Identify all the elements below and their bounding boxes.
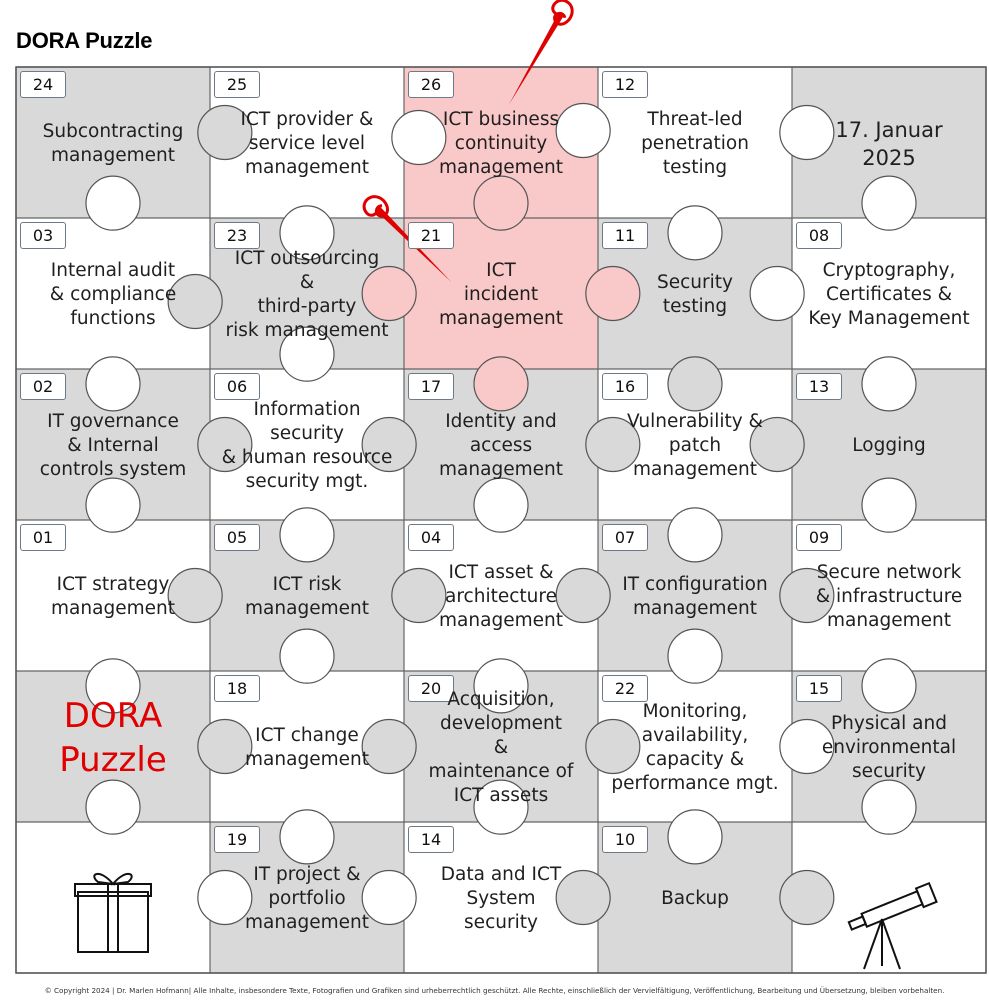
tile-label: Identity and access management [439, 410, 563, 480]
tile-label: Secure network & infrastructure management [815, 561, 963, 631]
tile-number-badge: 02 [20, 373, 66, 400]
tile-number-badge: 22 [602, 675, 648, 702]
puzzle-knob [862, 780, 916, 834]
tile-number-badge: 25 [214, 71, 260, 98]
puzzle-knob [556, 871, 610, 925]
tile-label: Vulnerability & patch management [627, 410, 763, 480]
puzzle-knob [668, 206, 722, 260]
puzzle-knob [668, 810, 722, 864]
tile-label: ICT asset & architecture management [439, 561, 563, 631]
tile-label: ICT change management [245, 724, 369, 770]
tile-number-badge: 18 [214, 675, 260, 702]
tile-number-badge: 09 [796, 524, 842, 551]
tile-label: Data and ICT System security [440, 863, 562, 933]
puzzle-knob [862, 176, 916, 230]
puzzle-knob [780, 106, 834, 160]
puzzle-knob [474, 478, 528, 532]
puzzle-knob [474, 659, 528, 713]
puzzle-knob [862, 478, 916, 532]
tile-label: IT governance & Internal controls system [39, 410, 187, 480]
tile-label: Acquisition, development & maintenance of ICT assets [428, 688, 574, 806]
tile-number-badge: 01 [20, 524, 66, 551]
puzzle-knob [586, 720, 640, 774]
tile-number-badge: 03 [20, 222, 66, 249]
puzzle-knob [86, 780, 140, 834]
puzzle-knob [474, 357, 528, 411]
puzzle-knob [86, 659, 140, 713]
tile-number-badge: 17 [408, 373, 454, 400]
puzzle-knob [862, 659, 916, 713]
tile-label: Internal audit & compliance functions [49, 259, 177, 329]
puzzle-knob [280, 629, 334, 683]
tile-label: ICT business continuity management [439, 108, 563, 178]
puzzle-knob [750, 418, 804, 472]
puzzle-knob [362, 267, 416, 321]
tile-number-badge: 26 [408, 71, 454, 98]
tile-number-badge: 16 [602, 373, 648, 400]
tile-number-badge: 23 [214, 222, 260, 249]
puzzle-knob [198, 106, 252, 160]
puzzle-knob [362, 720, 416, 774]
tile-label: Threat-led penetration testing [641, 108, 749, 178]
tile-label: DORA Puzzle [59, 695, 167, 780]
puzzle-knob [556, 104, 610, 158]
tile-number-badge: 15 [796, 675, 842, 702]
puzzle-knob [362, 418, 416, 472]
tile-label: IT configuration management [622, 573, 768, 619]
tile-label: IT project & portfolio management [245, 863, 369, 933]
puzzle-knob [280, 206, 334, 260]
tile-label: Security testing [657, 271, 733, 317]
puzzle-knob [86, 176, 140, 230]
puzzle-knob [198, 418, 252, 472]
puzzle-knob [392, 111, 446, 165]
tile-number-badge: 06 [214, 373, 260, 400]
puzzle-knob [668, 357, 722, 411]
tile-label: ICT strategy management [51, 573, 175, 619]
puzzle-knob [198, 871, 252, 925]
tile-number-badge: 24 [20, 71, 66, 98]
puzzle-knob [168, 275, 222, 329]
tile-label: ICT outsourcing & third-party risk management [225, 247, 389, 341]
puzzle-knob [392, 569, 446, 623]
puzzle-knob [280, 508, 334, 562]
page-title: DORA Puzzle [16, 28, 153, 53]
puzzle-knob [862, 357, 916, 411]
tile-number-badge: 21 [408, 222, 454, 249]
tile-label: 17. Januar 2025 [835, 117, 943, 170]
puzzle-knob [86, 478, 140, 532]
tile-number-badge: 07 [602, 524, 648, 551]
tile-number-badge: 11 [602, 222, 648, 249]
puzzle-knob [86, 357, 140, 411]
tile-label: Cryptography, Certificates & Key Management [808, 259, 970, 329]
tile-label: Information security & human resource security mgt. [221, 398, 393, 492]
tile-label: Physical and environmental security [821, 712, 957, 782]
tile-number-badge: 14 [408, 826, 454, 853]
puzzle-knob [280, 810, 334, 864]
tile-label: Monitoring, availability, capacity & performance mgt. [611, 700, 779, 794]
puzzle-knob [668, 508, 722, 562]
puzzle-knob [474, 176, 528, 230]
tile-label: Logging [852, 434, 926, 456]
tile-number-badge: 20 [408, 675, 454, 702]
puzzle-knob [780, 569, 834, 623]
puzzle-knob [362, 871, 416, 925]
copyright-footer: © Copyright 2024 | Dr. Marlen Hofmann| Alle Inhalte, insbesondere Texte, Fotografien und Grafiken sind urheberrechtlich geschützt. Alle Rechte, einschließlich der Vervielfältigung, Veröffentlichung, Bearbeitung und Übersetzung, bleiben vorbehalten. [44, 986, 945, 995]
puzzle-knob [168, 569, 222, 623]
puzzle-knob [474, 780, 528, 834]
puzzle-knob [780, 720, 834, 774]
puzzle-knob [198, 720, 252, 774]
puzzle-tile-bg [16, 822, 210, 973]
tile-label: ICT risk management [245, 573, 369, 619]
tile-number-badge: 08 [796, 222, 842, 249]
tile-number-badge: 12 [602, 71, 648, 98]
puzzle-knob [668, 629, 722, 683]
puzzle-knob [780, 871, 834, 925]
puzzle-knob [586, 267, 640, 321]
tile-number-badge: 19 [214, 826, 260, 853]
tile-number-badge: 10 [602, 826, 648, 853]
puzzle-knob [556, 569, 610, 623]
puzzle-knob [750, 267, 804, 321]
puzzle-knob [280, 327, 334, 381]
tile-label: ICT incident management [439, 259, 563, 329]
tile-number-badge: 13 [796, 373, 842, 400]
tile-number-badge: 04 [408, 524, 454, 551]
tile-label: ICT provider & service level management [240, 108, 374, 178]
puzzle-knob [586, 418, 640, 472]
tile-number-badge: 05 [214, 524, 260, 551]
tile-label: Subcontracting management [42, 120, 184, 166]
tile-label: Backup [661, 887, 729, 909]
